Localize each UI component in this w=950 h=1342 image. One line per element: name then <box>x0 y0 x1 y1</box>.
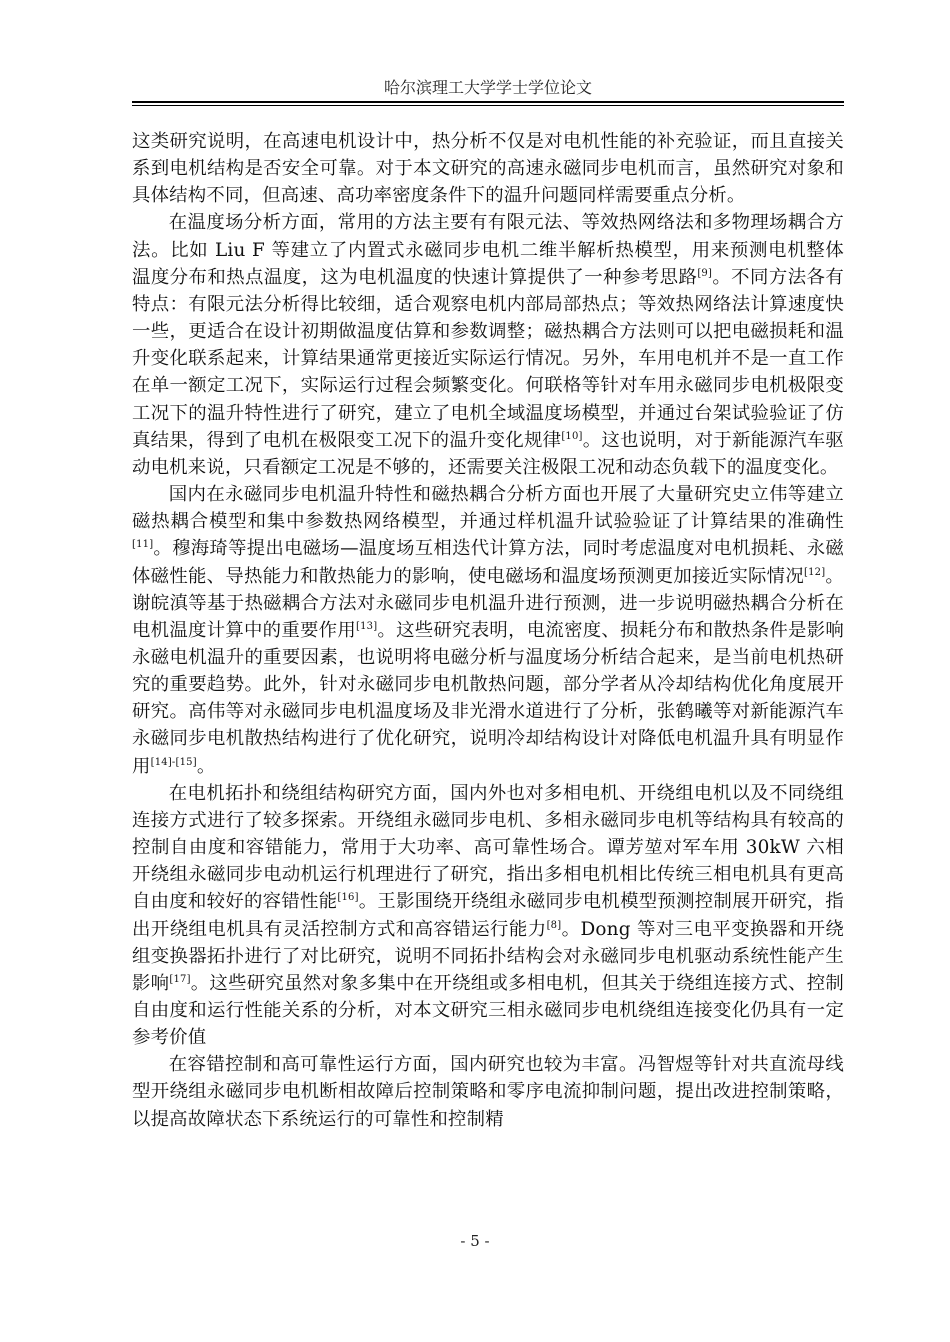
text-run: 这类研究说明，在高速电机设计中，热分析不仅是对电机性能的补充验证，而且直接关系到电机结构是否安全可靠。对于本文研究的高速永磁同步电机而言，虽然研究对象和具体结构不同，但高速、高功率密度条件下的温升问题同样需要重点分析。 <box>132 131 844 207</box>
citation-marker: [10] <box>561 430 583 442</box>
citation-marker: [11] <box>132 539 154 551</box>
text-run: 在容错控制和高可靠性运行方面，国内研究也较为丰富。冯智煜等针对共直流母线型开绕组永磁同步电机断相故障后控制策略和零序电流抑制问题，提出改进控制策略，以提高故障状态下系统运行的可靠性和控制精 <box>132 1054 844 1130</box>
text-run: 在温度场分析方面，常用的方法主要有有限元法、等效热网络法和多物理场耦合方法。比如 Liu F 等建立了内置式永磁同步电机二维半解析热模型，用来预测电机整体温度分布和热点温度，这为电机温度的快速计算提供了一种参考思路 <box>132 212 844 288</box>
header-rule <box>132 101 844 103</box>
text-run: 。这些研究表明，电流密度、损耗分布和散热条件是影响永磁电机温升的重要因素，也说明将电磁分析与温度场分析结合起来，是当前电机热研究的重要趋势。此外，针对永磁同步电机散热问题，部分学者从冷却结构优化角度展开研究。高伟等对永磁同步电机温度场及非光滑水道进行了分析，张鹤曦等对新能源汽车永磁同步电机散热结构进行了优化研究，说明冷却结构设计对降低电机温升具有明显作用 <box>132 619 844 777</box>
running-header: 哈尔滨理工大学学士学位论文 <box>383 78 592 97</box>
text-run: 在电机拓扑和绕组结构研究方面，国内外也对多相电机、开绕组电机以及不同绕组连接方式进行了较多探索。开绕组永磁同步电机、多相永磁同步电机等结构具有较高的控制自由度和容错能力，常用于大功率、高可靠性场合。谭芳堃对军车用 30kW 六相开绕组永磁同步电动机运行机理进行了研究，指出多相电机相比传统三相电机具有更高自由度和较好的容错性能 <box>132 782 844 913</box>
citation-marker: [12] <box>804 566 826 578</box>
citation-marker: [14]-[15] <box>150 756 197 768</box>
citation-marker: [9] <box>697 267 713 279</box>
body-text <box>132 128 844 1133</box>
body-paragraph <box>132 1051 844 1132</box>
body-paragraph <box>132 780 844 1052</box>
citation-marker: [13] <box>356 620 378 632</box>
citation-marker: [16] <box>337 892 359 904</box>
body-paragraph <box>132 481 844 780</box>
header-rule-thin <box>132 105 844 106</box>
text-run: 。谢皖滇等基于热磁耦合方法对永磁同步电机温升进行预测，进一步说明磁热耦合分析在电机温度计算中的重要作用 <box>132 565 844 641</box>
text-run: 。这也说明，对于新能源汽车驱动电机来说，只看额定工况是不够的，还需要关注极限工况和动态负载下的温度变化。 <box>132 429 844 478</box>
page-number: - 5 - <box>460 1232 490 1250</box>
text-run: 国内在永磁同步电机温升特性和磁热耦合分析方面也开展了大量研究史立伟等建立磁热耦合模型和集中参数热网络模型，并通过样机温升试验验证了计算结果的准确性 <box>132 484 844 533</box>
text-run: 。Dong 等对三电平变换器和开绕组变换器拓扑进行了对比研究，说明不同拓扑结构会对永磁同步电机驱动系统性能产生影响 <box>132 918 845 994</box>
body-paragraph <box>132 128 844 209</box>
citation-marker: [17] <box>169 973 191 985</box>
citation-marker: [8] <box>546 919 562 931</box>
text-run: 。这些研究虽然对象多集中在开绕组或多相电机，但其关于绕组连接方式、控制自由度和运行性能关系的分析，对本文研究三相永磁同步电机绕组连接变化仍具有一定参考价值 <box>132 972 844 1049</box>
text-run: 。不同方法各有特点：有限元法分析得比较细，适合观察电机内部局部热点；等效热网络法计算速度快一些，更适合在设计初期做温度估算和参数调整；磁热耦合方法则可以把电磁损耗和温升变化联系起来，计算结果通常更接近实际运行情况。另外，车用电机并不是一直工作在单一额定工况下，实际运行过程会频繁变化。何联格等针对车用永磁同步电机极限变工况下的温升特性进行了研究，建立了电机全域温度场模型，并通过台架试验验证了仿真结果，得到了电机在极限变工况下的温升变化规律 <box>132 266 844 451</box>
text-run: 。穆海琦等提出电磁场—温度场互相迭代计算方法，同时考虑温度对电机损耗、永磁体磁性能、导热能力和散热能力的影响，使电磁场和温度场预测更加接近实际情况 <box>132 538 844 587</box>
body-paragraph <box>132 209 844 481</box>
text-run: 。 <box>196 755 216 777</box>
text-run: 。王影围绕开绕组永磁同步电机模型预测控制展开研究，指出开绕组电机具有灵活控制方式和高容错运行能力 <box>132 891 845 940</box>
